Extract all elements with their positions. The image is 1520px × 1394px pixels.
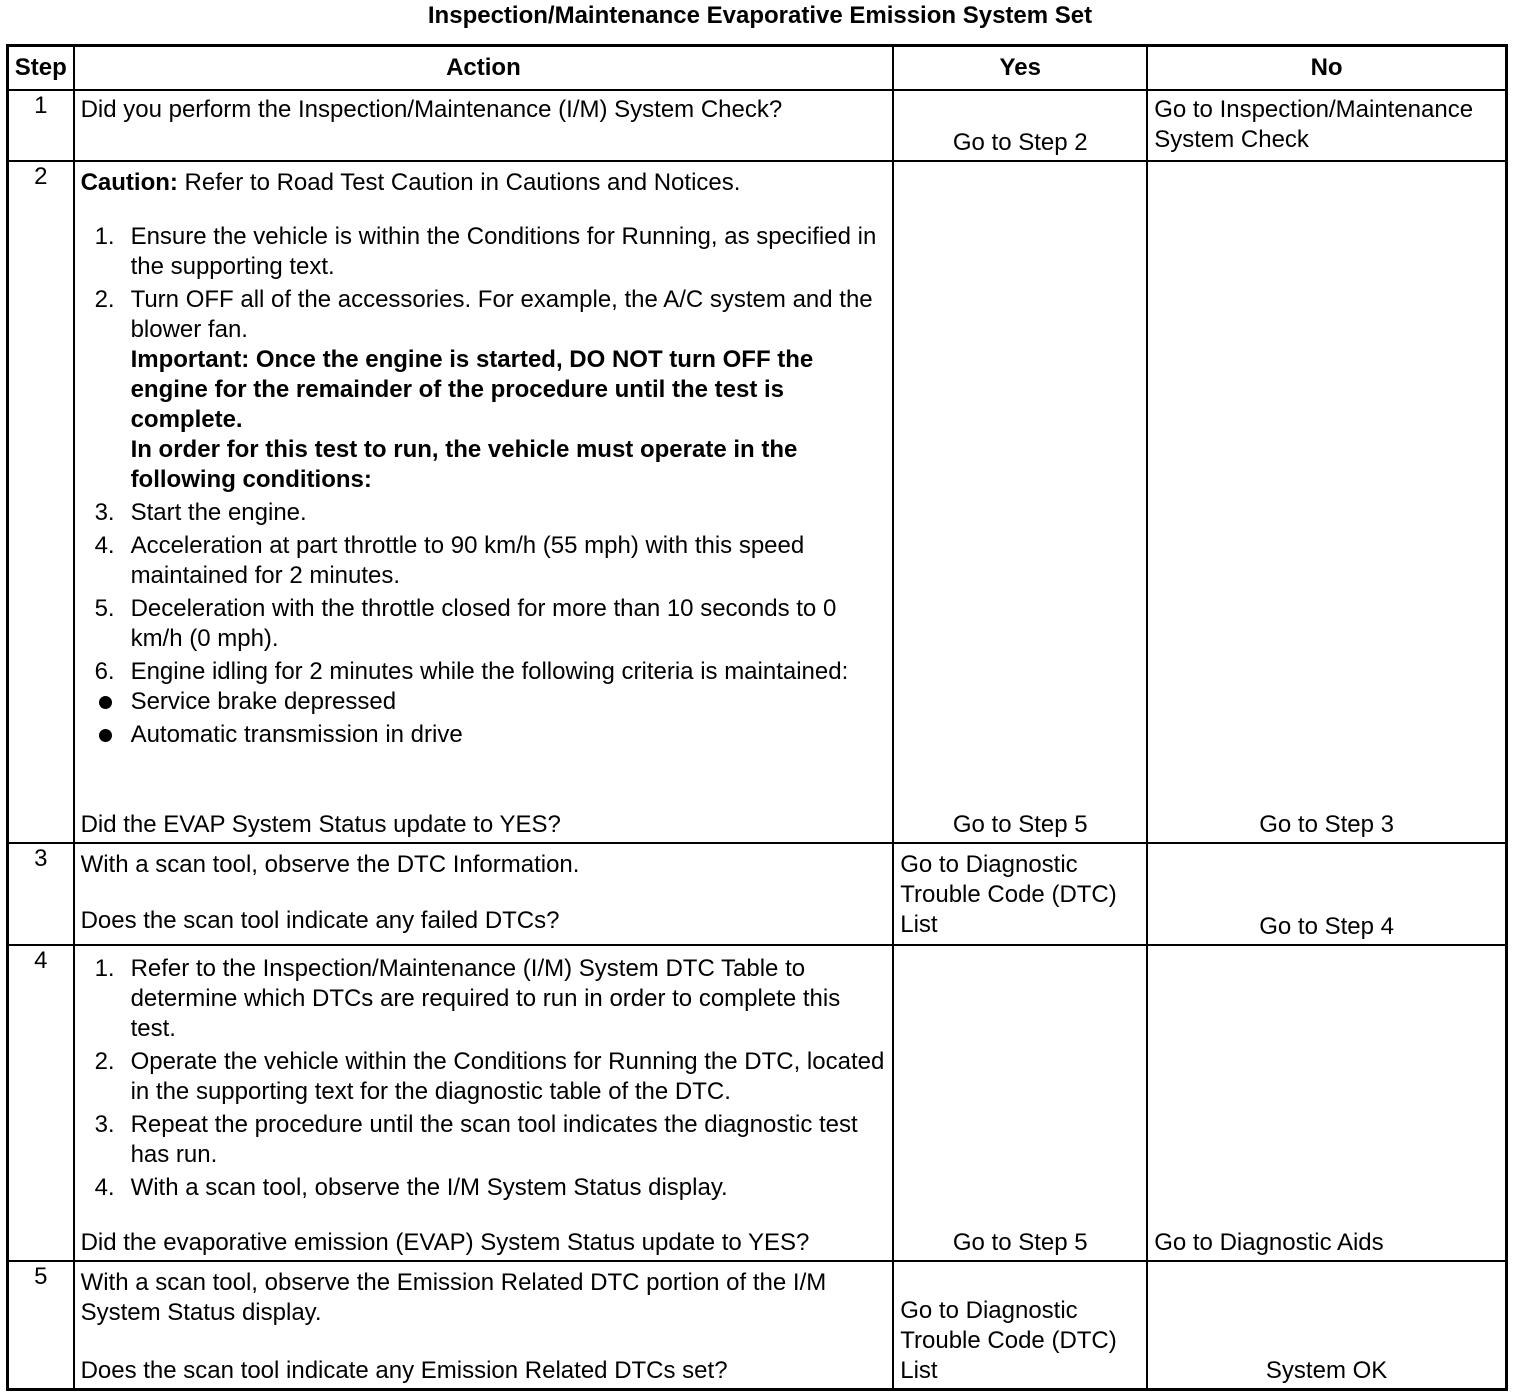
no-text: Go to Inspection/Maintenance System Check [1154,95,1474,153]
item-text: With a scan tool, observe the I/M System Status display. [130,1173,728,1201]
list-item [81,1047,887,1107]
yes-cell [893,1261,1147,1390]
action-cell [74,843,894,945]
no-cell [1147,843,1506,945]
item-number: 1. [94,222,115,250]
question-text: Does the scan tool indicate any Emission Related DTCs set? [80,1357,728,1384]
item-number: 4. [94,531,115,559]
item-number: 3. [94,498,115,526]
step-number: 5 [8,1261,74,1390]
yes-text: Go to Diagnostic Trouble Code (DTC) List [900,850,1117,938]
item-number: 1. [94,954,115,982]
important-note: Important: Once the engine is started, DO NOT turn OFF the engine for the remainder of the procedure until the test is complete. [130,345,814,433]
header-yes: Yes [893,46,1147,90]
table-row [8,843,1507,945]
item-number: 2. [94,285,115,313]
item-text: Refer to the Inspection/Maintenance (I/M) System DTC Table to determine which DTCs are required to run in order to complete this test. [130,954,841,1042]
action-cell [74,945,894,1261]
yes-cell [893,843,1147,945]
question-text: Did the EVAP System Status update to YES? [80,810,561,838]
action-cell [74,90,894,161]
no-cell [1147,1261,1506,1390]
caution-note [81,168,887,198]
step-number: 1 [8,90,74,161]
no-cell [1147,90,1506,161]
item-number: 6. [94,657,115,685]
action-cell [74,161,894,843]
item-text: Acceleration at part throttle to 90 km/h (55 mph) with this speed maintained for 2 minutes. [130,531,805,589]
list-item [81,531,887,591]
item-number: 2. [94,1047,115,1075]
criteria-list [81,687,887,750]
step-number: 3 [8,843,74,945]
list-item [81,498,887,528]
list-item [81,594,887,654]
question-text: Did the evaporative emission (EVAP) System Status update to YES? [80,1228,810,1256]
action-cell [74,1261,894,1390]
bullet-item [81,687,887,717]
header-action: Action [74,46,894,90]
yes-cell [893,161,1147,843]
yes-text: Go to Diagnostic Trouble Code (DTC) List [900,1297,1117,1384]
action-text: With a scan tool, observe the DTC Information. [80,850,580,878]
header-row [8,46,1507,90]
procedure-list [81,954,887,1203]
item-number: 4. [94,1173,115,1201]
important-note-conditions: In order for this test to run, the vehicle must operate in the following conditions: [130,435,798,493]
action-text: With a scan tool, observe the Emission Related DTC portion of the I/M System Status display. [80,1268,827,1326]
diagnostic-table [6,44,1508,1391]
yes-text: Go to Step 5 [952,810,1088,838]
list-item [81,1110,887,1170]
yes-cell [893,945,1147,1261]
header-no: No [1147,46,1506,90]
procedure-list [81,222,887,750]
list-item [81,1173,887,1203]
list-item [81,222,887,282]
table-row [8,90,1507,161]
bullet-text: Service brake depressed [130,687,397,715]
no-text: Go to Step 3 [1259,810,1394,838]
table-row [8,1261,1507,1390]
list-item [81,285,887,495]
item-text: Engine idling for 2 minutes while the following criteria is maintained: [130,657,849,685]
item-number: 3. [94,1110,115,1138]
bullet-item [81,720,887,750]
question-text: Does the scan tool indicate any failed DTCs? [80,906,560,934]
bullet-text: Automatic transmission in drive [130,720,463,748]
caution-text: Refer to Road Test Caution in Cautions and Notices. [177,168,741,196]
step-number: 4 [8,945,74,1261]
no-text: Go to Step 4 [1259,912,1394,940]
item-text: Ensure the vehicle is within the Conditions for Running, as specified in the supporting text. [130,222,877,280]
item-number: 5. [94,594,115,622]
list-item [81,954,887,1044]
bullet-icon [99,696,112,709]
yes-text: Go to Step 2 [952,128,1088,156]
no-cell [1147,945,1506,1261]
yes-cell [893,90,1147,161]
item-text: Repeat the procedure until the scan tool indicates the diagnostic test has run. [130,1110,858,1168]
item-text: Turn OFF all of the accessories. For example, the A/C system and the blower fan. [130,285,873,343]
item-text: Deceleration with the throttle closed for more than 10 seconds to 0 km/h (0 mph). [130,594,837,652]
table-title: Inspection/Maintenance Evaporative Emission System Set [427,2,1093,29]
table-row [8,945,1507,1261]
table-row [8,161,1507,843]
action-text: Did you perform the Inspection/Maintenance (I/M) System Check? [80,95,783,123]
item-text: Operate the vehicle within the Conditions for Running the DTC, located in the supporting text for the diagnostic table of the DTC. [130,1047,885,1105]
list-item [81,657,887,750]
no-text: System OK [1265,1357,1388,1384]
bullet-icon [99,729,112,742]
step-number: 2 [8,161,74,843]
no-cell [1147,161,1506,843]
yes-text: Go to Step 5 [952,1228,1088,1256]
header-step: Step [8,46,74,90]
no-text: Go to Diagnostic Aids [1154,1228,1384,1256]
caution-label: Caution: [80,168,178,196]
item-text: Start the engine. [130,498,307,526]
